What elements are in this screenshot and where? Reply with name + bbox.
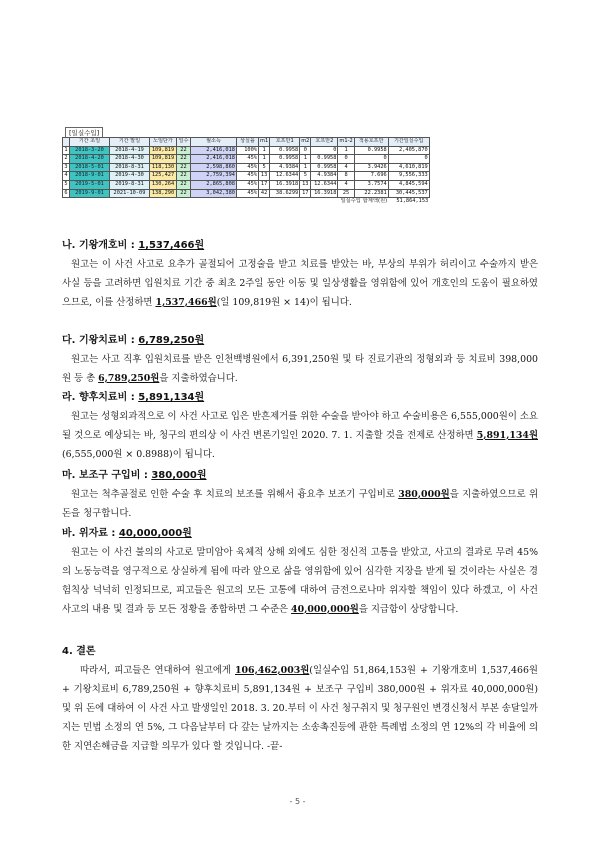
table-cell: 16.3918: [311, 189, 338, 198]
table-cell: 2018-4-30: [110, 155, 150, 164]
table-cell: 109,819: [150, 146, 177, 155]
section-da-title: 다. 기왕치료비 :: [62, 335, 139, 346]
table-cell: 109,819: [150, 155, 177, 164]
table-cell: 2,865,808: [191, 180, 237, 189]
table-row: [63, 189, 430, 198]
table-cell: 1: [259, 155, 270, 164]
table-header-cell: 일수: [177, 138, 191, 147]
table-total-row: [63, 198, 430, 206]
total-label: 일실수입 합계액(원): [340, 198, 388, 205]
table-cell: 5: [63, 180, 70, 189]
table-cell: 13: [259, 172, 270, 181]
table-cell: 12.6344: [270, 172, 300, 181]
table-cell: 42: [259, 189, 270, 198]
table-cell: 2019-9-01: [70, 189, 110, 198]
table-cell: 30,445,537: [388, 189, 429, 198]
table-cell: 16.3918: [270, 180, 300, 189]
table-cell: 2,598,860: [191, 163, 237, 172]
table-cell: 38.6299: [270, 189, 300, 198]
table-cell: 3,042,380: [191, 189, 237, 198]
table-cell: 0.9958: [311, 163, 338, 172]
table-cell: 3.9426: [354, 163, 388, 172]
section-conclusion-title: 4. 결론: [62, 646, 96, 657]
table-cell: 2021-10-09: [110, 189, 150, 198]
table-row: [63, 155, 430, 164]
table-cell: 5: [300, 172, 311, 181]
table-header-cell: 기간 말일: [110, 138, 150, 147]
table-header-cell: 호프만2: [311, 138, 338, 147]
table-cell: 0.9958: [354, 146, 388, 155]
table-cell: 100%: [237, 146, 259, 155]
table-cell: 1: [259, 146, 270, 155]
table-cell: 4: [338, 180, 354, 189]
table-cell: 118,130: [150, 163, 177, 172]
table-cell: 2018-9-01: [70, 172, 110, 181]
table-row: [63, 172, 430, 181]
section-na: [62, 236, 538, 312]
table-cell: 0: [300, 146, 311, 155]
table-cell: 125,427: [150, 172, 177, 181]
table-cell: 2018-3-20: [70, 146, 110, 155]
table-cell: 0.9958: [311, 155, 338, 164]
table-cell: 45%: [237, 180, 259, 189]
table-cell: 0.9958: [270, 155, 300, 164]
table-cell: 0: [388, 155, 429, 164]
section-ba: [62, 524, 538, 619]
table-caption: [일실수입]: [65, 127, 103, 138]
table-header-cell: 월소득: [191, 138, 237, 147]
section-ra-amount: 5,891,134원: [138, 392, 205, 403]
table-cell: 2: [63, 155, 70, 164]
table-cell: 0: [311, 146, 338, 155]
table-cell: 2019-4-30: [110, 172, 150, 181]
table-header-cell: 노임단가: [150, 138, 177, 147]
table-cell: 130,264: [150, 180, 177, 189]
table-row: [63, 146, 430, 155]
table-cell: 17: [300, 189, 311, 198]
section-ra: [62, 388, 538, 464]
table-cell: 45%: [237, 172, 259, 181]
table-cell: 5: [259, 163, 270, 172]
table-header-cell: m1: [259, 138, 270, 147]
table-cell: 0.9958: [270, 146, 300, 155]
section-na-title: 나. 기왕개호비 :: [62, 240, 139, 251]
table-cell: 0: [354, 155, 388, 164]
table-cell: 2019-8-31: [110, 180, 150, 189]
table-header-cell: m1-2: [338, 138, 354, 147]
table-cell: 22: [177, 180, 191, 189]
table-cell: 1: [338, 146, 354, 155]
table-header-cell: m2: [300, 138, 311, 147]
page-number: - 5 -: [289, 797, 306, 806]
table-cell: 22: [177, 155, 191, 164]
table-cell: 1: [63, 146, 70, 155]
section-conclusion: [62, 642, 538, 756]
table-header-cell: 상실률: [237, 138, 259, 147]
table-cell: 3: [63, 163, 70, 172]
table-cell: 7.696: [354, 172, 388, 181]
table-header-row: [63, 138, 430, 147]
table-cell: 22: [177, 172, 191, 181]
table-cell: 17: [259, 180, 270, 189]
table-cell: 2,416,018: [191, 155, 237, 164]
section-ma-amount: 380,000원: [151, 470, 207, 481]
table-cell: 2,416,018: [191, 146, 237, 155]
table-cell: 4: [338, 163, 354, 172]
section-ra-body: 원고는 성형외과적으로 이 사건 사고로 입은 반흔제거를 위한 수술을 받아야 하고 수술비용은 6,555,000원이 소요될 것으로 예상되는 바, 청구의 편의상 이 사건 변론기일인 2020. 7. 1. 지출할 것을 전제로 산정하면 5,891,134원(6,555,000원 × 0.8988)이 됩니다.: [62, 411, 538, 460]
table-cell: 12.6344: [311, 180, 338, 189]
lost-income-table: [62, 137, 430, 206]
table-cell: 13: [300, 180, 311, 189]
table-cell: 2019-5-01: [70, 180, 110, 189]
table-header-cell: 기간 초일: [70, 138, 110, 147]
table-cell: 22: [177, 189, 191, 198]
section-da: [62, 331, 538, 388]
table-cell: 2,405,870: [388, 146, 429, 155]
table-cell: 4.9384: [311, 172, 338, 181]
table-row: [63, 180, 430, 189]
section-conclusion-body: 따라서, 피고들은 연대하여 원고에게 106,462,003원(일실수입 51,864,153원 + 기왕개호비 1,537,466원 + 기왕치료비 6,789,250원 + 향후치료비 5,891,134원 + 보조구 구입비 380,000원 + 위자료 40,000,000원)및 위 돈에 대하여 이 사건 사고 발생일인 2018. 3. 20.부터 이 사건 청구취지 및 청구원인 변경신청서 부본 송달일까지는 민법 소정의 연 5%, 그 다음날부터 다 갚는 날까지는 소송촉진등에 관한 특례법 소정의 연 12%의 각 비율에 의한 지연손해금을 지급할 의무가 있다 할 것입니다. -끝-: [62, 665, 538, 752]
table-cell: 4,845,594: [388, 180, 429, 189]
table-cell: 2,759,394: [191, 172, 237, 181]
table-header-cell: [63, 138, 70, 147]
table-cell: 4,610,819: [388, 163, 429, 172]
table-cell: 2018-8-31: [110, 163, 150, 172]
table-cell: 4: [63, 172, 70, 181]
table-cell: 22: [177, 146, 191, 155]
table-cell: 0: [338, 155, 354, 164]
table-cell: 8: [338, 172, 354, 181]
section-ba-body: 원고는 이 사건 불의의 사고로 말미암아 육체적 상해 외에도 심한 정신적 고통을 받았고, 사고의 결과로 무려 45%의 노동능력을 영구적으로 상실하게 됨에 따라 앞으로 삶을 영위함에 있어 심각한 지장을 받게 될 것이라는 사실은 경험칙상 넉넉히 인정되므로, 피고들은 원고의 모든 고통에 대하여 금전으로나마 위자할 책임이 있다 하겠고, 이 사건 사고의 내용 및 결과 등 모든 정황을 종합하면 그 수준은 40,000,000원을 지급함이 상당합니다.: [62, 547, 538, 615]
table-cell: 6: [63, 189, 70, 198]
section-ba-amount: 40,000,000원: [118, 528, 192, 539]
table-cell: 25: [338, 189, 354, 198]
section-da-amount: 6,789,250원: [138, 335, 205, 346]
table-cell: 2018-4-20: [70, 155, 110, 164]
section-da-body: 원고는 사고 직후 입원치료를 받은 인천백병원에서 6,391,250원 및 타 진료기관의 정형외과 등 치료비 398,000원 등 총 6,789,250원을 지출하였습니다.: [62, 354, 538, 384]
table-header-cell: 적용호프만: [354, 138, 388, 147]
table-cell: 45%: [237, 163, 259, 172]
table-header-cell: 기간일실수입: [388, 138, 429, 147]
section-na-amount: 1,537,466원: [138, 240, 205, 251]
table-header-cell: 호프만1: [270, 138, 300, 147]
section-ma-title: 마. 보조구 구입비 :: [62, 470, 152, 481]
table-cell: 138,290: [150, 189, 177, 198]
table-cell: 22.2381: [354, 189, 388, 198]
table-cell: 45%: [237, 189, 259, 198]
table-cell: 45%: [237, 155, 259, 164]
section-ra-title: 라. 향후치료비 :: [62, 392, 139, 403]
total-value: 51,864,153: [396, 198, 429, 205]
section-ba-title: 바. 위자료 :: [62, 528, 119, 539]
section-ma: [62, 466, 538, 523]
table-row: [63, 163, 430, 172]
table-cell: 1: [300, 155, 311, 164]
table-cell: 9,556,333: [388, 172, 429, 181]
section-na-body: 원고는 이 사건 사고로 요추가 골절되어 고정술을 받고 치료를 받았는 바, 부상의 부위가 허리이고 수술까지 받은 사실 등을 고려하면 입원치료 기간 중 최초 2주일 동안 이동 및 일상생활을 영위함에 있어 개호인의 도움이 필요하였으므로, 이를 산정하면 1,537,466원(일 109,819원 × 14)이 됩니다.: [62, 259, 538, 308]
table-cell: 4.9384: [270, 163, 300, 172]
table-cell: 1: [300, 163, 311, 172]
table-cell: 3.7574: [354, 180, 388, 189]
table-cell: 22: [177, 163, 191, 172]
table-cell: 2018-4-19: [110, 146, 150, 155]
table-cell: 2018-5-01: [70, 163, 110, 172]
section-ma-body: 원고는 척추골절로 인한 수술 후 치료의 보조를 위해서 흉요추 보조기 구입비로 380,000원을 지출하였으므로 위 돈을 청구합니다.: [62, 489, 538, 519]
